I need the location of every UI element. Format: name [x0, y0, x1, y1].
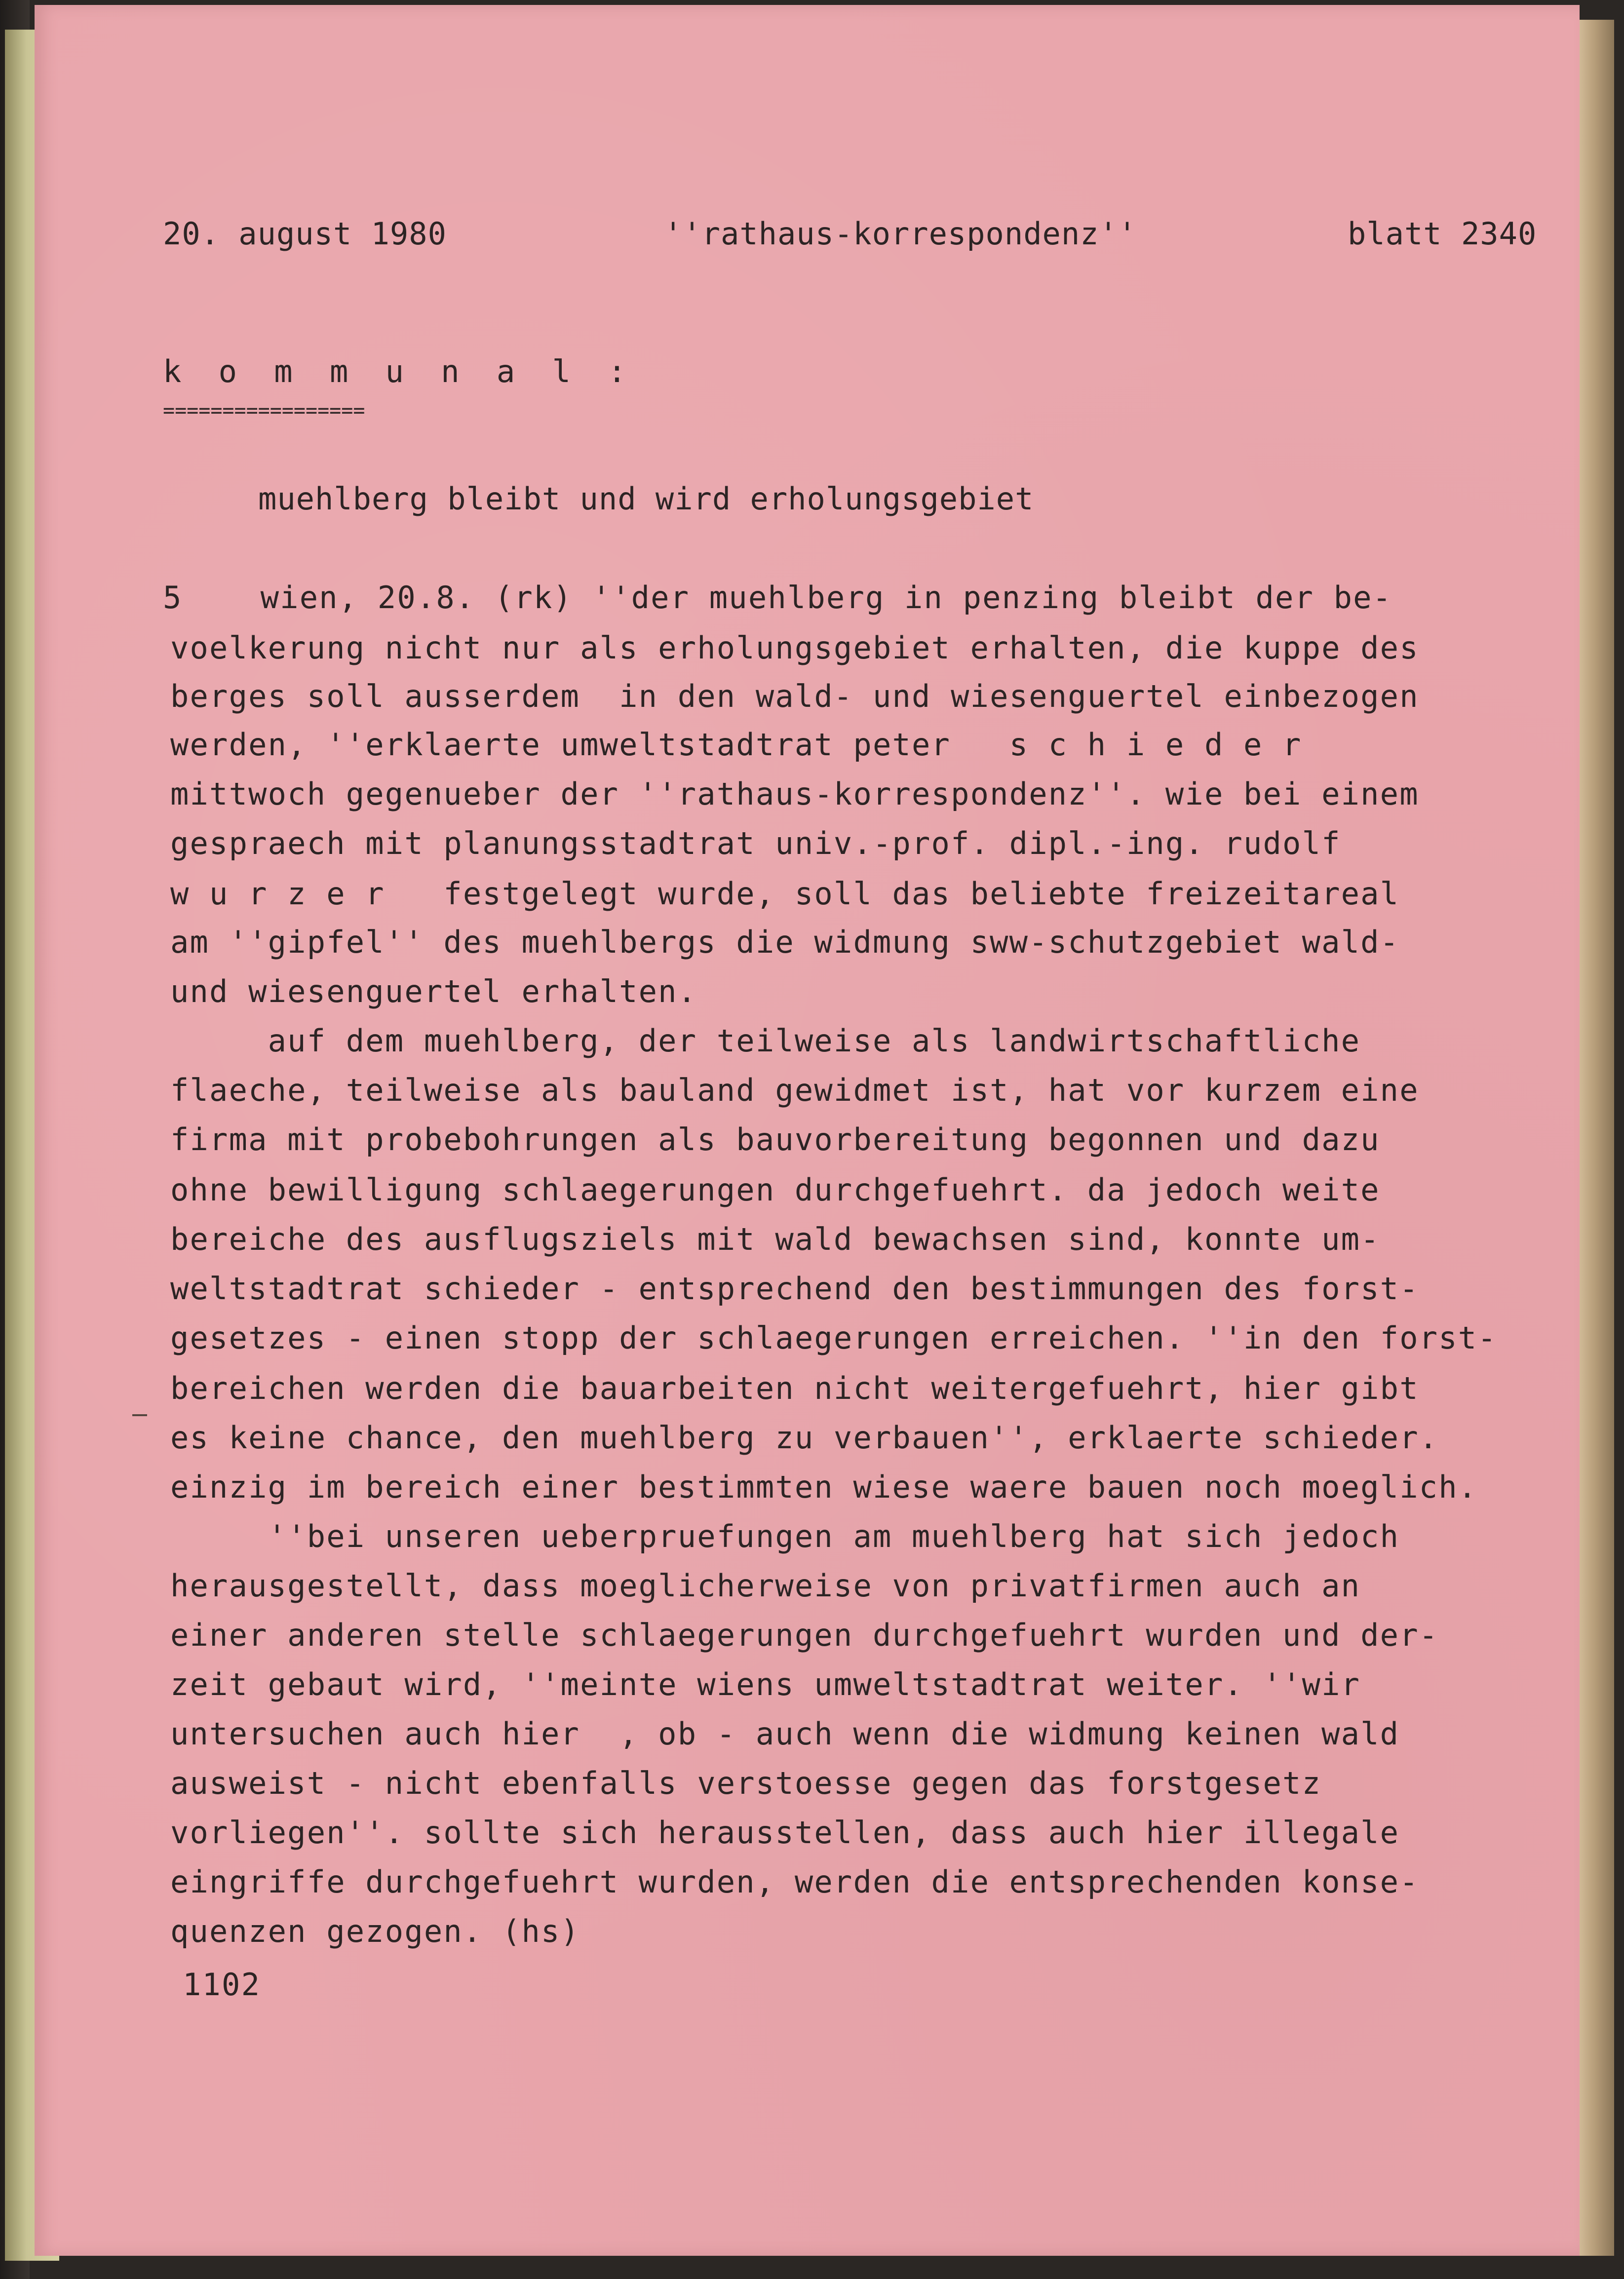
section-underline: =================	[163, 399, 365, 422]
section-label: k o m m u n a l :	[163, 353, 636, 389]
body-line: ''bei unseren ueberpruefungen am muehlberg hat sich jedoch	[170, 1518, 1400, 1554]
body-line: und wiesenguertel erhalten.	[170, 973, 697, 1009]
body-line: auf dem muehlberg, der teilweise als landwirtschaftliche	[170, 1023, 1361, 1059]
body-line: gespraech mit planungsstadtrat univ.-prof. dipl.-ing. rudolf	[170, 825, 1341, 861]
body-line: einzig im bereich einer bestimmten wiese waere bauen noch moeglich.	[170, 1469, 1478, 1505]
body-line: flaeche, teilweise als bauland gewidmet ist, hat vor kurzem eine	[170, 1072, 1419, 1108]
header-sheet-number: blatt 2340	[1348, 216, 1537, 252]
body-line: quenzen gezogen. (hs)	[170, 1913, 580, 1949]
body-line: vorliegen''. sollte sich herausstellen, dass auch hier illegale	[170, 1815, 1400, 1851]
body-line: bereiche des ausflugsziels mit wald bewachsen sind, konnte um-	[170, 1221, 1380, 1257]
body-line: es keine chance, den muehlberg zu verbauen'', erklaerte schieder.	[170, 1420, 1439, 1456]
body-line: voelkerung nicht nur als erholungsgebiet erhalten, die kuppe des	[170, 630, 1419, 666]
margin-mark	[132, 1414, 147, 1416]
body-line: ausweist - nicht ebenfalls verstoesse gegen das forstgesetz	[170, 1765, 1322, 1801]
body-line: werden, ''erklaerte umweltstadtrat peter s c h i e d e r	[170, 727, 1302, 763]
body-line: mittwoch gegenueber der ''rathaus-korrespondenz''. wie bei einem	[170, 776, 1419, 812]
body-line: weltstadtrat schieder - entsprechend den bestimmungen des forst-	[170, 1271, 1419, 1307]
body-line: zeit gebaut wird, ''meinte wiens umweltstadtrat weiter. ''wir	[170, 1666, 1361, 1702]
body-line: ohne bewilligung schlaegerungen durchgefuehrt. da jedoch weite	[170, 1172, 1380, 1208]
body-line: einer anderen stelle schlaegerungen durchgefuehrt wurden und der-	[170, 1617, 1439, 1653]
body-line: w u r z e r festgelegt wurde, soll das beliebte freizeitareal	[170, 876, 1400, 912]
body-line: gesetzes - einen stopp der schlaegerungen erreichen. ''in den forst-	[170, 1320, 1497, 1356]
header-date: 20. august 1980	[163, 216, 447, 252]
page-stack-edge	[1575, 20, 1614, 2256]
body-line: firma mit probebohrungen als bauvorbereitung begonnen und dazu	[170, 1121, 1380, 1158]
footer-number: 1102	[183, 1967, 261, 2003]
header-publication: ''rathaus-korrespondenz''	[664, 216, 1137, 252]
body-line: bereichen werden die bauarbeiten nicht weitergefuehrt, hier gibt	[170, 1370, 1419, 1406]
body-line: eingriffe durchgefuehrt wurden, werden die entsprechenden konse-	[170, 1864, 1419, 1900]
body-line: 5 wien, 20.8. (rk) ''der muehlberg in penzing bleibt der be-	[163, 579, 1392, 616]
body-line: berges soll ausserdem in den wald- und wiesenguertel einbezogen	[170, 678, 1419, 714]
body-line: herausgestellt, dass moeglicherweise von privatfirmen auch an	[170, 1568, 1361, 1604]
body-line: am ''gipfel'' des muehlbergs die widmung sww-schutzgebiet wald-	[170, 924, 1400, 960]
article-title: muehlberg bleibt und wird erholungsgebiet	[258, 481, 1034, 517]
body-line: untersuchen auch hier , ob - auch wenn die widmung keinen wald	[170, 1716, 1400, 1752]
